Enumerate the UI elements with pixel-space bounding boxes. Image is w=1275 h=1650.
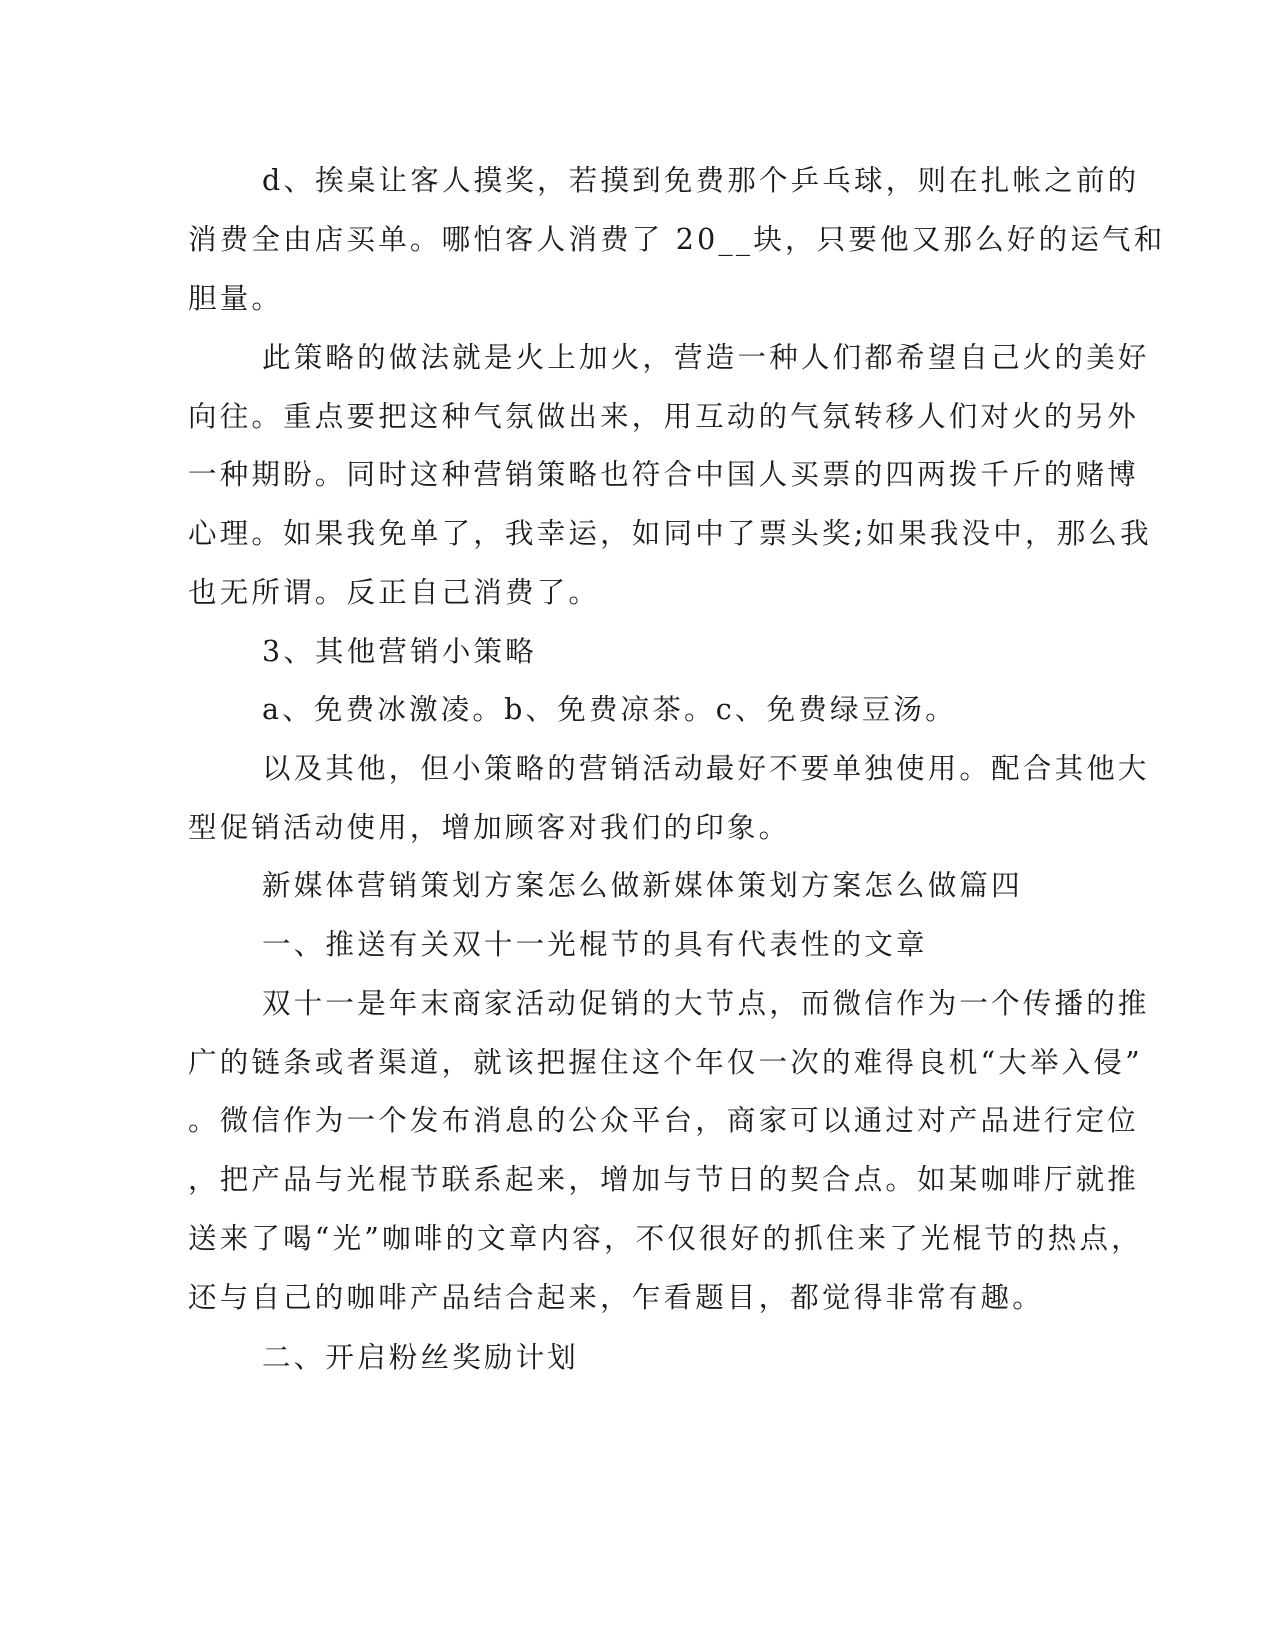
text-line: 此策略的做法就是火上加火，营造一种人们都希望自己火的美好 [262, 341, 1150, 374]
chapter-heading: 新媒体营销策划方案怎么做新媒体策划方案怎么做篇四 [262, 869, 1023, 902]
section-heading: 3、其他营销小策略 [262, 635, 537, 668]
text-line: 双十一是年末商家活动促销的大节点，而微信作为一个传播的推 [262, 987, 1150, 1020]
text-line: 。微信作为一个发布消息的公众平台，商家可以通过对产品进行定位 [188, 1104, 1140, 1137]
text-line: 也无所谓。反正自己消费了。 [188, 576, 601, 609]
text-line: 一种期盼。同时这种营销策略也符合中国人买票的四两拨千斤的赌博 [188, 458, 1140, 491]
text-line: 以及其他，但小策略的营销活动最好不要单独使用。配合其他大 [262, 752, 1150, 785]
section-heading: 二、开启粉丝奖励计划 [262, 1341, 580, 1374]
text-line: ，把产品与光棍节联系起来，增加与节日的契合点。如某咖啡厅就推 [188, 1163, 1140, 1196]
text-line: a、免费冰激凌。b、免费凉茶。c、免费绿豆汤。 [262, 693, 957, 726]
text-line: 心理。如果我免单了，我幸运，如同中了票头奖;如果我没中，那么我 [188, 517, 1152, 550]
text-line: 型促销活动使用，增加顾客对我们的印象。 [188, 811, 791, 844]
section-heading: 一、推送有关双十一光棍节的具有代表性的文章 [262, 928, 928, 961]
text-line: 还与自己的咖啡产品结合起来，乍看题目，都觉得非常有趣。 [188, 1281, 1044, 1314]
text-line: 送来了喝“光”咖啡的文章内容，不仅很好的抓住来了光棍节的热点， [188, 1222, 1143, 1255]
text-line: 消费全由店买单。哪怕客人消费了 20__块，只要他又那么好的运气和 [188, 223, 1166, 256]
text-line: d、挨桌让客人摸奖，若摸到免费那个乒乓球，则在扎帐之前的 [262, 164, 1140, 197]
text-line: 广的链条或者渠道，就该把握住这个年仅一次的难得良机“大举入侵” [188, 1046, 1143, 1079]
text-line: 向往。重点要把这种气氛做出来，用互动的气氛转移人们对火的另外 [188, 400, 1140, 433]
text-line: 胆量。 [188, 282, 284, 315]
